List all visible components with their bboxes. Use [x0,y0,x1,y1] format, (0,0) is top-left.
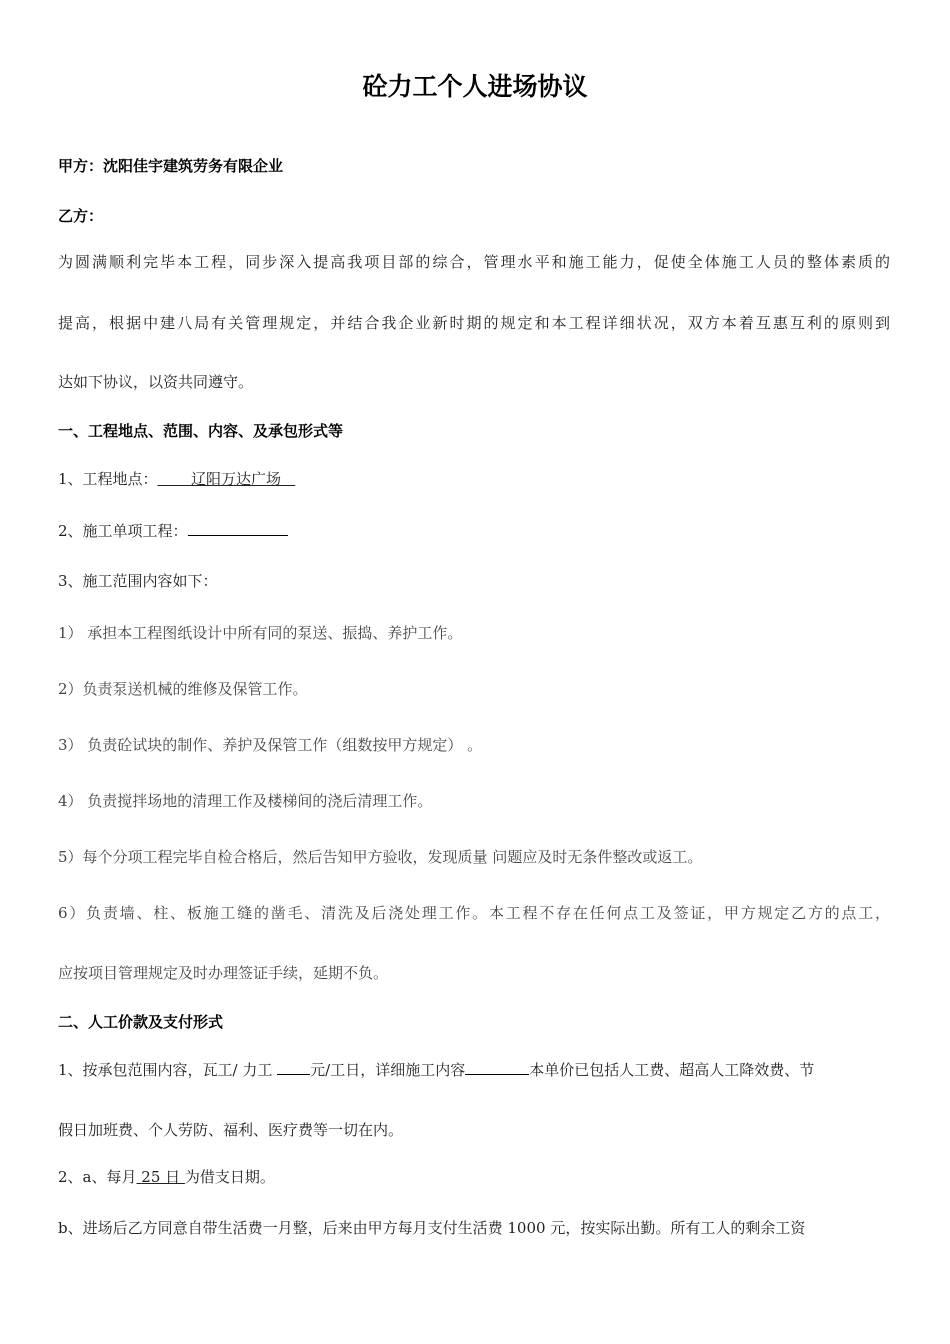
pay-text-b: 元/工日，详细施工内容 [310,1061,466,1079]
pay-text-c: 本单价已包括人工费、超高人工降效费、节 [529,1061,815,1079]
party-a: 甲方：沈阳佳宇建筑劳务有限企业 [58,157,284,175]
site-value: 辽阳万达广场 [190,470,281,488]
pay-day-suffix: 为借支日期。 [184,1168,275,1186]
scope-item-4: 4） 负责搅拌场地的清理工作及楼梯间的浇后清理工作。 [58,792,433,810]
scope-label: 3、施工范围内容如下： [58,572,218,590]
site-label: 1、工程地点： [58,470,158,488]
project-line [58,520,288,541]
content-blank[interactable] [465,1059,529,1075]
price-blank[interactable] [277,1059,310,1075]
document-title: 砼力工个人进场协议 [362,72,588,101]
pay-day-value: 25 日 [141,1168,185,1186]
pay-day-label: 2、a、每月 [58,1168,137,1186]
intro-line-1: 为圆满顺利完毕本工程，同步深入提高我项目部的综合，管理水平和施工能力，促使全体施工人员的整体素质的 [58,253,890,271]
pay-day-line [58,1167,275,1187]
scope-item-5: 5）每个分项工程完毕自检合格后，然后告知甲方验收，发现质量 问题应及时无条件整改或返工。 [58,848,703,866]
section-2-heading: 二、人工价款及支付形式 [58,1013,224,1031]
site-line [58,469,295,489]
project-blank[interactable] [188,520,288,536]
section-1-heading: 一、工程地点、范围、内容、及承包形式等 [58,422,344,440]
scope-item-3: 3） 负责砼试块的制作、养护及保管工作（组数按甲方规定） 。 [58,736,483,754]
scope-item-2: 2）负责泵送机械的维修及保管工作。 [58,680,308,698]
pay-text-a: 1、按承包范围内容，瓦工/ 力工 [58,1061,278,1079]
scope-item-1: 1） 承担本工程图纸设计中所有同的泵送、振捣、养护工作。 [58,624,463,642]
intro-line-3: 达如下协议，以资共同遵守。 [58,373,254,391]
scope-item-6-line-1: 6）负责墙、柱、板施工缝的凿毛、清洗及后浇处理工作。本工程不存在任何点工及签证，甲方规定乙方的点工， [58,904,890,922]
party-b: 乙方： [58,207,104,225]
living-expense-line: b、进场后乙方同意自带生活费一月整，后来由甲方每月支付生活费 1000 元，按实际出勤。所有工人的剩余工资 [58,1219,806,1237]
intro-line-2: 提高，根据中建八局有关管理规定，并结合我企业新时期的规定和本工程详细状况，双方本着互惠互利的原则到 [58,314,890,332]
project-label: 2、施工单项工程： [58,522,188,540]
scope-item-6-line-2: 应按项目管理规定及时办理签证手续，延期不负。 [58,964,389,982]
pay-line-2: 假日加班费、个人劳防、福利、医疗费等一切在内。 [58,1121,404,1139]
pay-line-1 [58,1059,814,1080]
